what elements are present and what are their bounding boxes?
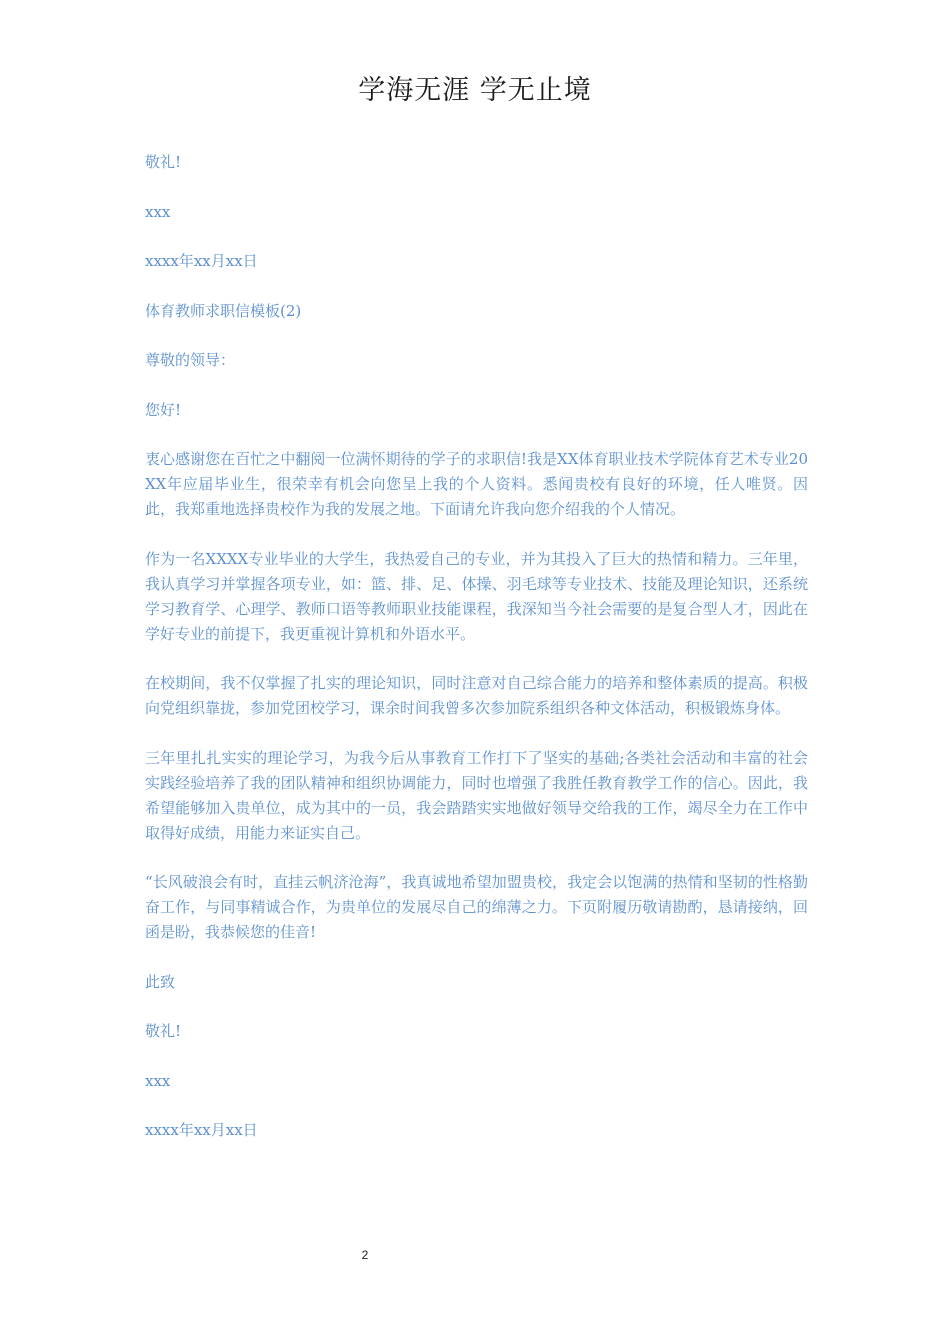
body-paragraph-intro: 衷心感谢您在百忙之中翻阅一位满怀期待的学子的求职信!我是XX体育职业技术学院体育艺术专业20XX年应届毕业生，很荣幸有机会向您呈上我的个人资料。悉闻贵校有良好的环境，任人唯贤。因此，我郑重地选择贵校作为我的发展之地。下面请允许我向您介绍我的个人情况。	[145, 450, 808, 518]
greeting: 您好!	[145, 400, 182, 419]
letter-body	[145, 150, 808, 1168]
letter-title: 体育教师求职信模板(2)	[145, 301, 302, 320]
signature-name-top: xxx	[145, 202, 171, 221]
salutation: 尊敬的领导：	[145, 351, 236, 369]
closing-phrase: 此致	[145, 972, 176, 991]
signature-date-top: xxxx年xx月xx日	[145, 252, 258, 270]
signature-date: xxxx年xx月xx日	[145, 1121, 258, 1139]
body-paragraph-closing: “长风破浪会有时，直挂云帆济沧海”，我真诚地希望加盟贵校，我定会以饱满的热情和坚韧的性格勤奋工作，与同事精诚合作，为贵单位的发展尽自己的绵薄之力。下页附履历敬请勘酌，恳请接纳，回函是盼，我恭候您的佳音!	[145, 873, 808, 941]
body-paragraph-campus: 在校期间，我不仅掌握了扎实的理论知识，同时注意对自己综合能力的培养和整体素质的提高。积极向党组织靠拢，参加党团校学习，课余时间我曾多次参加院系组织各种文体活动，积极锻炼身体。	[145, 674, 808, 717]
header-title: 学海无涯 学无止境	[358, 75, 592, 106]
closing-salute-top: 敬礼!	[145, 153, 182, 171]
page-number: 2	[361, 1248, 369, 1262]
closing-salute: 敬礼!	[145, 1022, 182, 1040]
signature-name: xxx	[145, 1071, 171, 1090]
body-paragraph-experience: 三年里扎扎实实的理论学习，为我今后从事教育工作打下了坚实的基础;各类社会活动和丰富的社会实践经验培养了我的团队精神和组织协调能力，同时也增强了我胜任教育教学工作的信心。因此，我希望能够加入贵单位，成为其中的一员，我会踏踏实实地做好领导交给我的工作，竭尽全力在工作中取得好成绩，用能力来证实自己。	[145, 748, 808, 842]
body-paragraph-major: 作为一名XXXX专业毕业的大学生，我热爱自己的专业，并为其投入了巨大的热情和精力。三年里，我认真学习并掌握各项专业，如：篮、排、足、体操、羽毛球等专业技术、技能及理论知识，还系统学习教育学、心理学、教师口语等教师职业技能课程，我深知当今社会需要的是复合型人才，因此在学好专业的前提下，我更重视计算机和外语水平。	[145, 549, 808, 643]
